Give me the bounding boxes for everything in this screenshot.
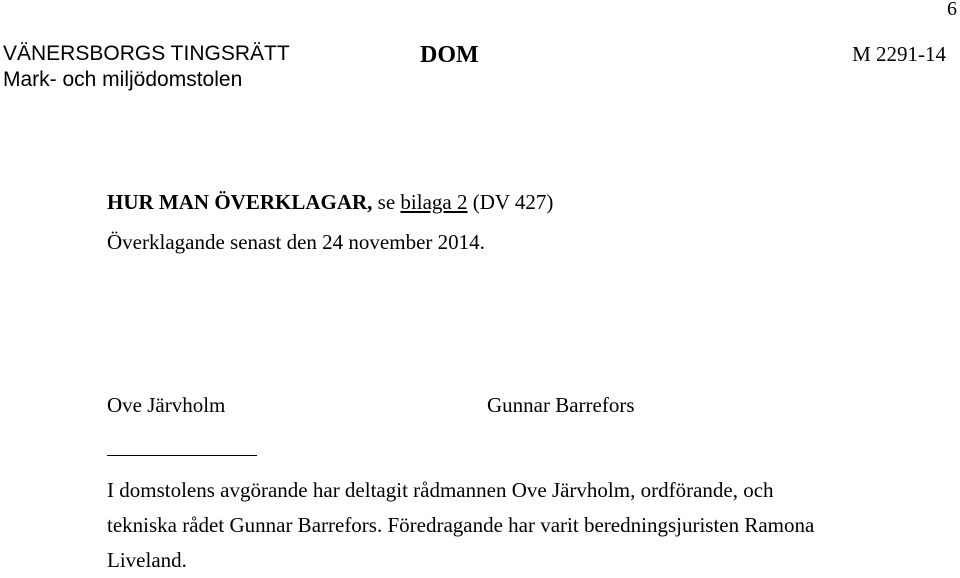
appeal-heading-title: HUR MAN ÖVERKLAGAR, (107, 190, 373, 214)
document-type: DOM (420, 42, 479, 68)
appeal-heading-suffix: (DV 427) (467, 190, 554, 214)
court-name: VÄNERSBORGS TINGSRÄTT (3, 42, 290, 65)
paragraph-line: I domstolens avgörande har deltagit rådmannen Ove Järvholm, ordförande, och (107, 478, 774, 502)
appeal-heading (107, 190, 553, 215)
court-division: Mark- och miljödomstolen (3, 68, 243, 91)
participants-paragraph (107, 473, 907, 578)
separator-line (107, 455, 257, 456)
appendix-link[interactable]: bilaga 2 (400, 190, 468, 214)
appeal-heading-se: se (372, 190, 401, 214)
signer-chair: Ove Järvholm (107, 393, 226, 417)
case-number: M 2291-14 (852, 42, 946, 66)
paragraph-line: tekniska rådet Gunnar Barrefors. Föredragande har varit beredningsjuristen Ramona (107, 513, 815, 537)
page-number: 6 (947, 0, 957, 20)
appeal-deadline: Överklagande senast den 24 november 2014. (107, 230, 485, 254)
signer-technical-advisor: Gunnar Barrefors (487, 393, 635, 417)
paragraph-line: Liveland. (107, 548, 187, 572)
